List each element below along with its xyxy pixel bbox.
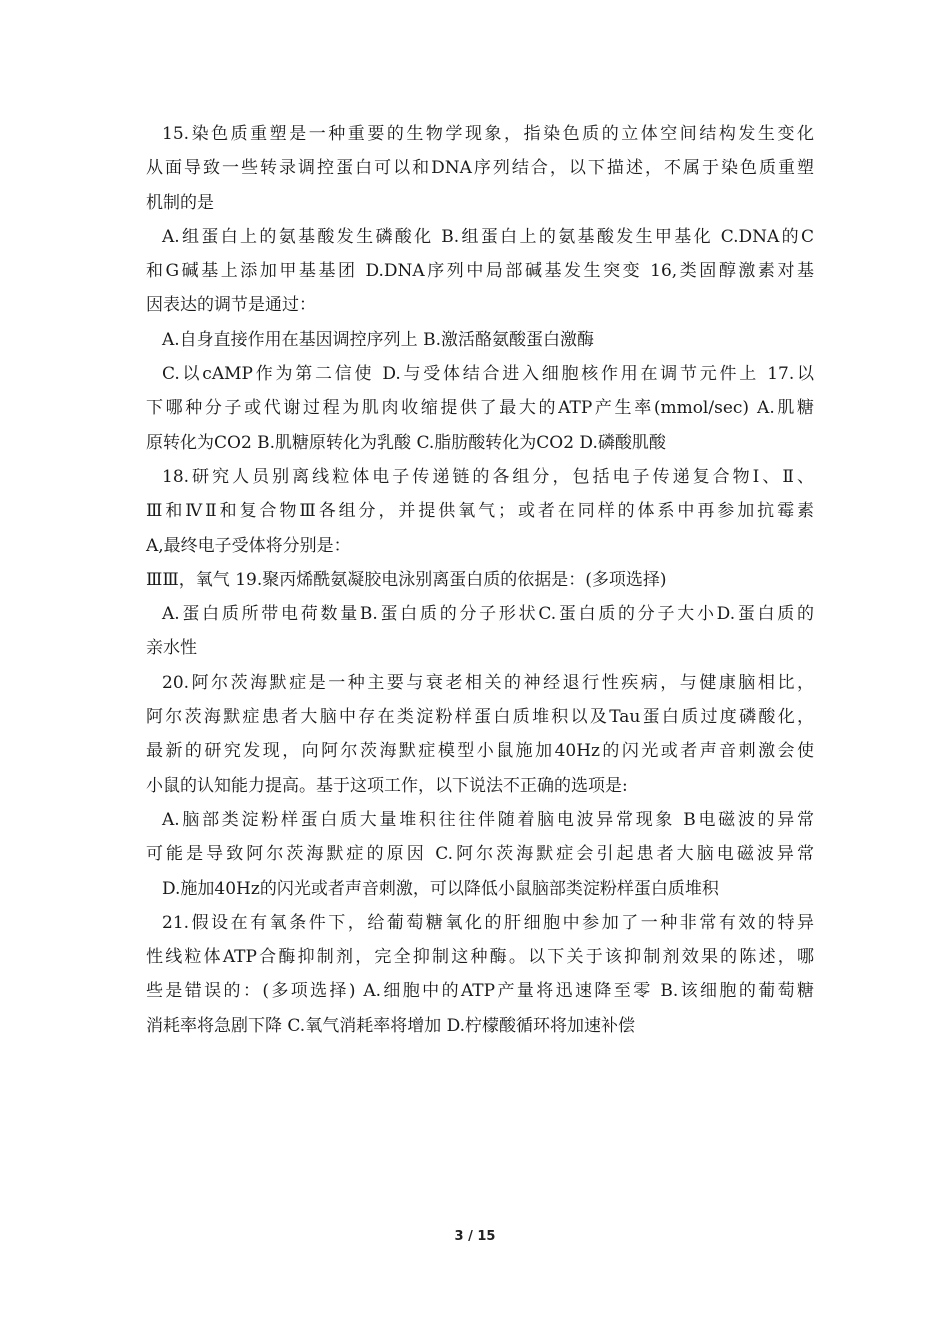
text-line: A.脑部类淀粉样蛋白质大量堆积往往伴随着脑电波异常现象 B电磁波的异常 (162, 809, 814, 830)
text-line: 从面导致一些转录调控蛋白可以和DNA序列结合，以下描述，不属于染色质重塑 (146, 158, 814, 179)
page-number: 3 / 15 (454, 1229, 496, 1244)
text-line: 小鼠的认知能力提高。基于这项工作，以下说法不正确的选项是: (146, 775, 628, 796)
text-line: 阿尔茨海默症患者大脑中存在类淀粉样蛋白质堆积以及Tau蛋白质过度磷酸化， (146, 707, 814, 728)
document-body (146, 117, 814, 1043)
text-line: 下哪种分子或代谢过程为肌肉收缩提供了最大的ATP产生率(mmol/sec) A.肌糖 (146, 398, 814, 419)
text-line: 18.研究人员别离线粒体电子传递链的各组分，包括电子传递复合物Ⅰ、Ⅱ、 (162, 466, 814, 487)
text-line: A.蛋白质所带电荷数量B.蛋白质的分子形状C.蛋白质的分子大小D.蛋白质的 (162, 604, 814, 625)
text-line: Ⅲ和ⅣⅡ和复合物Ⅲ各组分，并提供氧气；或者在同样的体系中再参加抗霉素 (146, 501, 814, 522)
text-line: 15.染色质重塑是一种重要的生物学现象，指染色质的立体空间结构发生变化 (162, 124, 814, 144)
text-line: A,最终电子受体将分别是： (146, 535, 351, 556)
text-line: 20.阿尔茨海默症是一种主要与衰老相关的神经退行性疾病，与健康脑相比， (162, 672, 814, 693)
text-line: 消耗率将急剧下降 C.氧气消耗率将增加 D.柠檬酸循环将加速补偿 (146, 1015, 636, 1036)
text-line: 和G碱基上添加甲基基团 D.DNA序列中局部碱基发生突变 16,类固醇激素对基 (146, 261, 814, 282)
text-line: A.自身直接作用在基因调控序列上 B.激活酪氨酸蛋白激酶 (162, 329, 594, 350)
text-line: 机制的是 (146, 192, 214, 213)
text-line: 性线粒体ATP合酶抑制剂，完全抑制这种酶。以下关于该抑制剂效果的陈述，哪 (146, 947, 814, 968)
text-line: 最新的研究发现，向阿尔茨海默症模型小鼠施加40Hz的闪光或者声音刺激会使 (146, 741, 814, 762)
text-line: 些是错误的：(多项选择) A.细胞中的ATP产量将迅速降至零 B.该细胞的葡萄糖 (146, 981, 814, 1002)
text-line: 原转化为CO2 B.肌糖原转化为乳酸 C.脂肪酸转化为CO2 D.磷酸肌酸 (146, 432, 666, 453)
text-line: 因表达的调节是通过： (146, 295, 316, 316)
text-line: C.以cAMP作为第二信使 D.与受体结合进入细胞核作用在调节元件上 17.以 (162, 364, 814, 385)
text-line: A.组蛋白上的氨基酸发生磷酸化 B.组蛋白上的氨基酸发生甲基化 C.DNA的C (162, 226, 814, 247)
text-line: 亲水性 (146, 638, 197, 659)
text-line: 可能是导致阿尔茨海默症的原因 C.阿尔茨海默症会引起患者大脑电磁波异常 (146, 844, 814, 865)
text-line: ⅢⅢ，氧气 19.聚丙烯酰氨凝胶电泳别离蛋白质的依据是：(多项选择) (146, 569, 667, 590)
text-line: 21.假设在有氧条件下，给葡萄糖氧化的肝细胞中参加了一种非常有效的特异 (162, 912, 814, 933)
text-line: D.施加40Hz的闪光或者声音刺激，可以降低小鼠脑部类淀粉样蛋白质堆积 (162, 878, 719, 899)
